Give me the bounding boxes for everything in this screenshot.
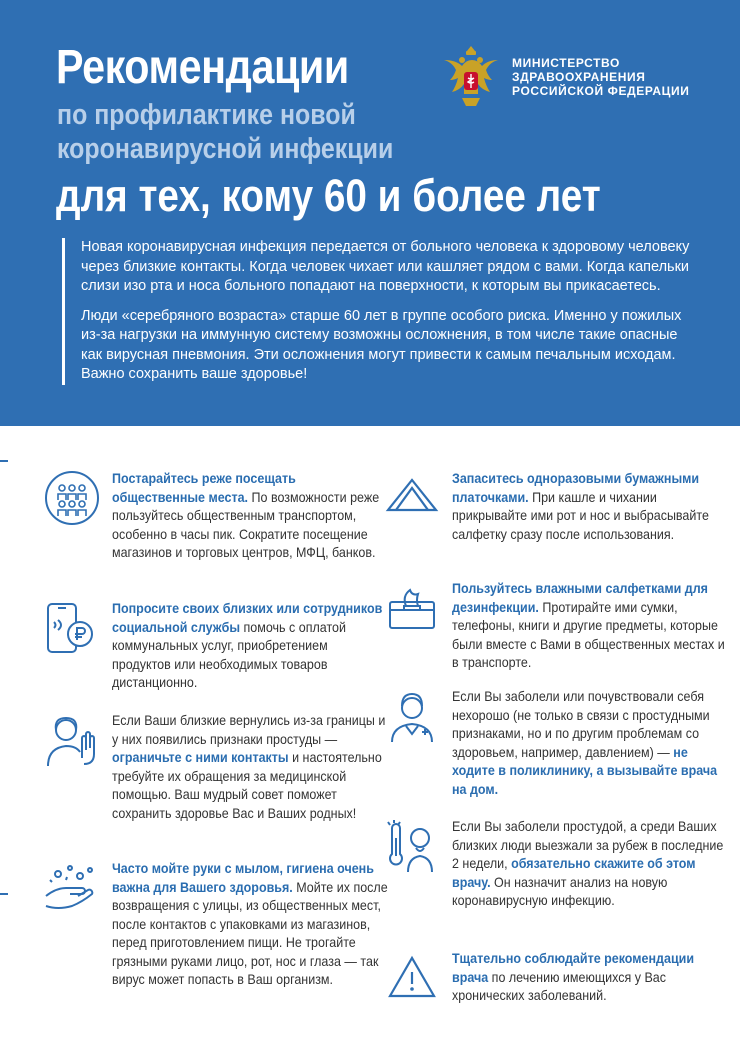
tip-text — [452, 470, 728, 544]
tip-item — [44, 712, 412, 823]
tip-text — [452, 580, 728, 673]
hand-wash-icon — [44, 860, 100, 916]
thermometer-icon — [384, 818, 440, 874]
tip-body: По возможности реже пользуйтесь общественным транспортом, особенно в часы пик. Сократите посещение магазинов и торговых центров, МФЦ, банков. — [112, 489, 380, 560]
tip-body: При кашле и чихании прикрывайте ими рот и нос и выбрасывайте салфетку сразу после использования. — [452, 489, 709, 542]
tip-highlight: Тщательно соблюдайте рекомендации врача — [452, 951, 695, 985]
wipes-box-icon — [384, 580, 440, 636]
tip-item — [384, 470, 740, 544]
tip-highlight: не ходите в поликлинику, а вызывайте врача на дом. — [452, 744, 718, 797]
tip-text — [452, 818, 728, 911]
tip-intro: Если Вы заболели простудой, а среди Ваших близких люди выезжали за рубеж в последние 2 недели, — [452, 819, 724, 871]
tip-highlight: Часто мойте руки с мылом, гигиена очень важна для Вашего здоровья. — [112, 861, 374, 895]
subtitle-line-2: коронавирусной инфекции — [57, 133, 394, 165]
eagle-emblem-icon — [440, 42, 502, 112]
tip-text — [112, 470, 388, 563]
margin-tick — [0, 893, 8, 895]
tip-highlight: ограничьте с ними контакты — [112, 750, 289, 765]
intro-paragraph-1: Новая коронавирусная инфекция передается от больного человека к здоровому человеку через близкие контакты. Когда человек чихает или кашляет рядом с вами. Когда капельки слизи изо рта и носа больного попадают на поверхности, к которым вы прикасаетесь. — [81, 239, 690, 294]
tip-highlight: Попросите своих близких или сотрудников социальной службы — [112, 601, 383, 635]
tip-item — [44, 470, 412, 563]
tip-item — [384, 818, 740, 911]
tip-highlight: Пользуйтесь влажными салфетками для дезинфекции. — [452, 581, 708, 615]
ministry-logo — [440, 42, 689, 112]
tip-text — [452, 688, 728, 799]
tip-item — [44, 860, 412, 990]
ministry-name — [512, 56, 689, 98]
tip-highlight: обязательно скажите об этом врачу. — [452, 856, 696, 890]
tip-item — [44, 600, 412, 693]
tip-body: и настоятельно требуйте их обращения за медицинской помощью. Ваш мудрый совет поможет сохранить здоровье Вас и Ваших родных! — [112, 750, 382, 821]
tip-item — [384, 950, 740, 1010]
tip-body: Протирайте ими сумки, телефоны, книги и другие предметы, которые были вместе с Вами в общественных местах и в транспорте. — [452, 599, 725, 670]
tip-intro: Если Вы заболели или почувствовали себя нехорошо (не только в связи с простудными признаками, но и по другим проблемам со здоровьем, например, давлением) — — [452, 689, 710, 760]
intro-paragraph-2: Люди «серебряного возраста» старше 60 лет в группе особого риска. Именно у пожилых из-за нагрузки на иммунную систему возможны осложнения, в том числе такие опасные как вирусная пневмония. Эти осложнения могут привести к самым печальным исходам. Важно сохранить ваше здоровье! — [81, 307, 682, 382]
intro-text — [62, 238, 692, 385]
tip-body: Мойте их после возвращения с улицы, из общественных мест, после контактов с упаковками из магазинов, перед приготовлением пищи. Не трогайте грязными руками лицо, рот, нос и глаза — так вирус может попасть в Ваш организм. — [112, 879, 388, 987]
tip-highlight: Постарайтесь реже посещать общественные места. — [112, 471, 296, 505]
tip-body: Он назначит анализ на новую коронавирусную инфекцию. — [452, 874, 668, 908]
tip-text — [452, 950, 728, 1010]
tip-body: помочь с оплатой коммунальных услуг, приобретением продуктов или необходимых товаров дистанционно. — [112, 619, 346, 690]
phone-payment-icon — [44, 600, 100, 656]
subtitle-line-1: по профилактике новой — [57, 99, 356, 131]
tip-text — [112, 860, 388, 990]
crowd-icon — [44, 470, 100, 526]
tip-text — [112, 600, 388, 693]
ministry-line-3: РОССИЙСКОЙ ФЕДЕРАЦИИ — [512, 84, 690, 98]
tip-item — [384, 688, 740, 799]
header-banner — [0, 0, 740, 426]
tip-body: по лечению имеющихся у Вас хронических заболеваний. — [452, 969, 667, 1003]
warning-icon — [384, 950, 440, 1006]
tip-intro: Если Ваши близкие вернулись из-за границы и у них появились признаки простуды — — [112, 713, 386, 747]
doctor-icon — [384, 688, 440, 744]
audience-title: для тех, кому 60 и более лет — [56, 170, 601, 221]
tip-item — [384, 580, 740, 673]
page-subtitle — [57, 98, 393, 166]
tissue-icon — [384, 470, 440, 526]
stop-hand-icon — [44, 712, 100, 768]
page-title: Рекомендации — [56, 41, 349, 94]
ministry-line-2: ЗДРАВООХРАНЕНИЯ — [512, 70, 646, 84]
margin-tick — [0, 460, 8, 462]
ministry-line-1: МИНИСТЕРСТВО — [512, 56, 620, 70]
tip-highlight: Запаситесь одноразовыми бумажными платочками. — [452, 471, 700, 505]
tip-text — [112, 712, 388, 823]
